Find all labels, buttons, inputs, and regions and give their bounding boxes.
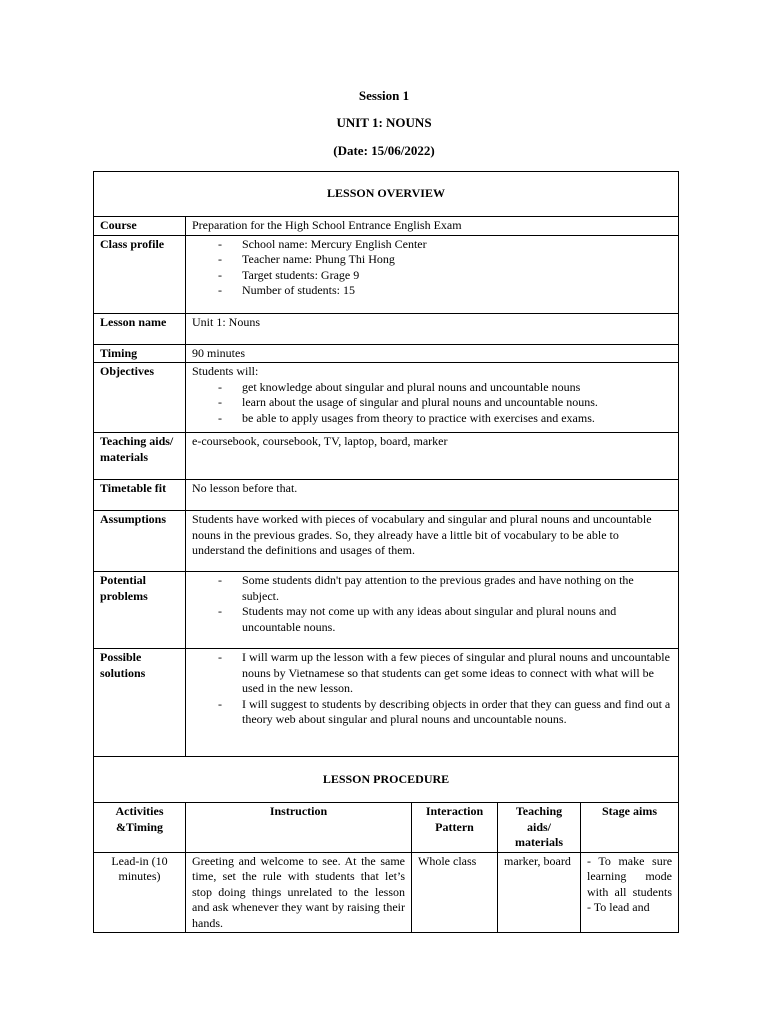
timetable-fit-label: Timetable fit: [94, 480, 186, 511]
potential-problems-list: [192, 573, 672, 635]
timing-value: 90 minutes: [186, 344, 679, 363]
column-header-aids: Teaching aids/ materials: [498, 803, 581, 853]
instruction-cell: Greeting and welcome to see. At the same time, set the rule with students that let’s stop doing things unrelated to the lesson and ask whenever they want by raising their hands.: [186, 852, 412, 933]
activity-cell: Lead-in (10 minutes): [94, 852, 186, 933]
class-profile-value: [186, 235, 679, 313]
list-item: - Target students: Grage 9: [214, 268, 672, 284]
objectives-label: Objectives: [94, 363, 186, 433]
table-row: [94, 852, 679, 933]
list-item: - School name: Mercury English Center: [214, 237, 672, 253]
list-item: - I will warm up the lesson with a few pieces of singular and plural nouns and uncountable nouns by Vietnamese so that students can get some ideas to connect with what will be used in the new lesson.: [214, 650, 672, 697]
class-profile-list: [192, 237, 672, 299]
timetable-fit-value: No lesson before that.: [186, 480, 679, 511]
lesson-overview-title: LESSON OVERVIEW: [94, 172, 679, 217]
stage-aims-cell: - To make sure learning mode with all students - To lead and: [581, 852, 679, 933]
session-heading: Session 1: [358, 88, 410, 103]
possible-solutions-value: [186, 649, 679, 757]
list-item: - I will suggest to students by describing objects in order that they can guess and find out a theory web about singular and plural nouns and uncountable nouns.: [214, 697, 672, 728]
list-item: - be able to apply usages from theory to practice with exercises and exams.: [214, 411, 672, 427]
course-value: Preparation for the High School Entrance English Exam: [186, 217, 679, 236]
potential-problems-value: [186, 572, 679, 649]
column-header-stage-aims: Stage aims: [581, 803, 679, 853]
lesson-procedure-title: LESSON PROCEDURE: [94, 757, 679, 803]
timing-label: Timing: [94, 344, 186, 363]
objectives-intro: Students will:: [192, 364, 259, 378]
list-item: - Teacher name: Phung Thi Hong: [214, 252, 672, 268]
list-item: - Number of students: 15: [214, 283, 672, 299]
column-header-activities: Activities &Timing: [94, 803, 186, 853]
teaching-aids-value: e-coursebook, coursebook, TV, laptop, board, marker: [186, 433, 679, 480]
unit-heading: UNIT 1: NOUNS: [336, 115, 432, 130]
possible-solutions-list: [192, 650, 672, 728]
teaching-aids-label: Teaching aids/ materials: [94, 433, 186, 480]
date-heading: (Date: 15/06/2022): [333, 143, 435, 158]
class-profile-label: Class profile: [94, 235, 186, 313]
course-label: Course: [94, 217, 186, 236]
list-item: - learn about the usage of singular and plural nouns and uncountable nouns.: [214, 395, 672, 411]
aids-cell: marker, board: [498, 852, 581, 933]
column-header-instruction: Instruction: [186, 803, 412, 853]
lesson-name-label: Lesson name: [94, 313, 186, 344]
assumptions-value: Students have worked with pieces of vocabulary and singular and plural nouns and uncountable nouns in the previous grades. So, they already have a little bit of vocabulary to be able to understand the definitions and usages of them.: [186, 511, 679, 572]
potential-problems-label: Potential problems: [94, 572, 186, 649]
list-item: - Some students didn't pay attention to the previous grades and have nothing on the subject.: [214, 573, 672, 604]
possible-solutions-label: Possible solutions: [94, 649, 186, 757]
list-item: - get knowledge about singular and plural nouns and uncountable nouns: [214, 380, 672, 396]
list-item: - Students may not come up with any ideas about singular and plural nouns and uncountable nouns.: [214, 604, 672, 635]
lesson-plan-table: [93, 171, 679, 933]
column-header-interaction: Interaction Pattern: [412, 803, 498, 853]
lesson-name-value: Unit 1: Nouns: [186, 313, 679, 344]
objectives-list: [192, 380, 672, 427]
objectives-value: [186, 363, 679, 433]
pattern-cell: Whole class: [412, 852, 498, 933]
assumptions-label: Assumptions: [94, 511, 186, 572]
